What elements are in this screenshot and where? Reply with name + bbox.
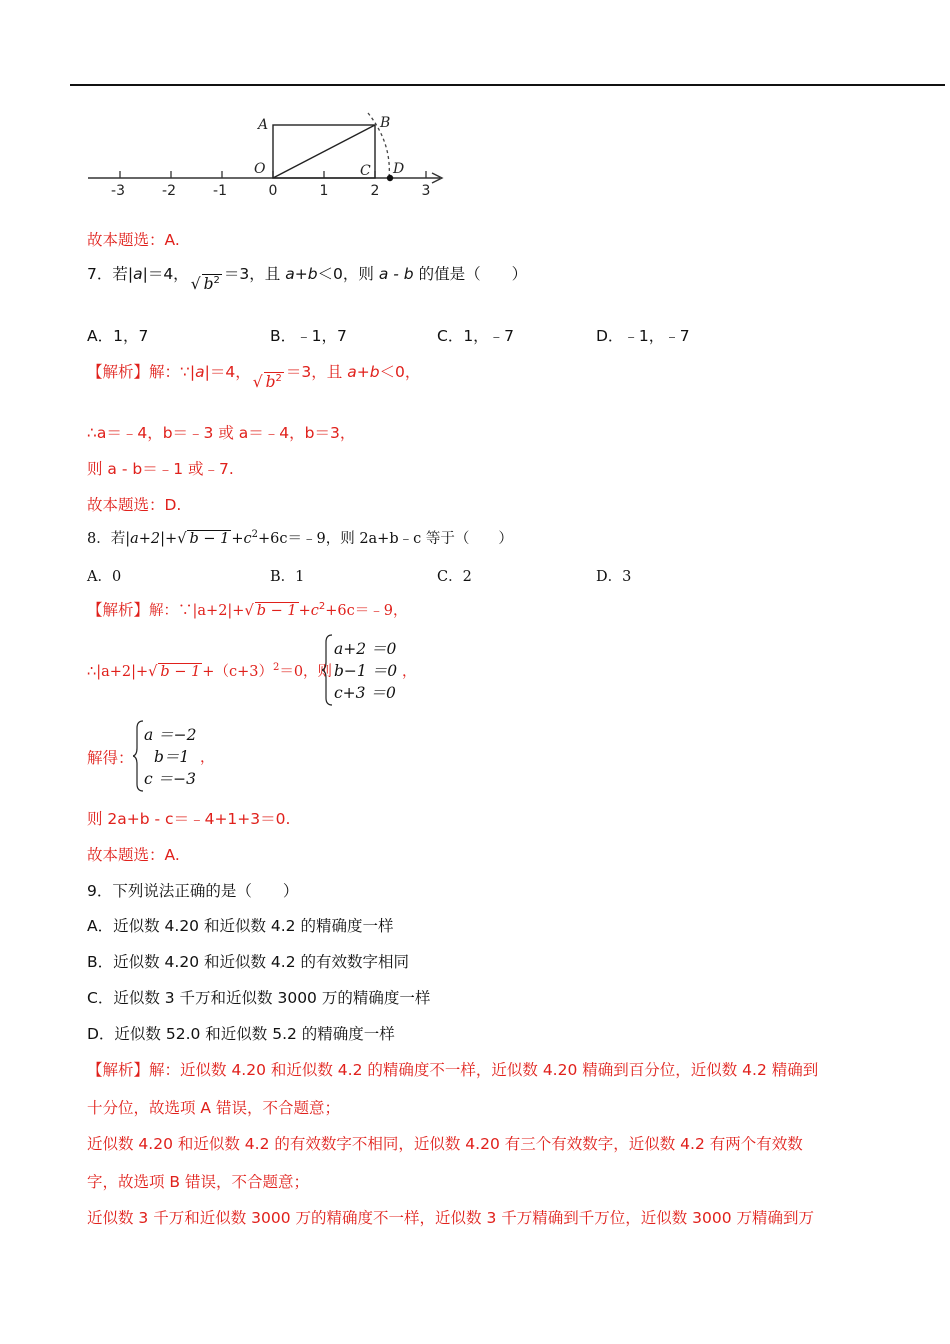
q8-solution-line2: ∴|a+2|+√ $b - 1 +(c+3)^2=0$，则 [87,662,333,680]
q8-option-a: A．0 [87,569,122,585]
q8-solution-line4: 则 2a+b - c＝﹣4+1+3＝0. [87,810,291,828]
tick-label: -1 [213,183,227,199]
q7-conclusion: 故本题选：D. [87,496,182,514]
q9-solution-line4: 字，故选项 B 错误，不合题意； [87,1173,309,1191]
sqrt-b-minus-1: √ b − 1 [244,603,297,619]
q7-solution-line2: ∴a＝﹣4，b＝﹣3 或 a＝﹣4，b＝3， [87,424,356,442]
tick-label: 3 [421,183,431,199]
system-2-eq: c ＝−3 [144,770,196,788]
q9-solution-line3: 近似数 4.20 和近似数 4.2 的有效数字不相同，近似数 4.20 有三个有效数字，近似数 4.2 有两个有效数 [87,1135,803,1153]
q9-option-a: A．近似数 4.20 和近似数 4.2 的精确度一样 [87,917,394,935]
q8-option-b: B．1 [270,569,305,585]
q8-conclusion: 故本题选：A. [87,846,180,864]
q7-option-b: B．﹣1，7 [270,327,347,345]
q7-option-a: A．1，7 [87,327,149,345]
tick-label: 0 [268,183,278,199]
q9-option-d: D．近似数 52.0 和近似数 5.2 的精确度一样 [87,1025,395,1043]
q9-stem: 9．下列说法正确的是（ ） [87,882,299,900]
sqrt-b2: √ $b^2$ [190,274,220,293]
q9-option-c: C．近似数 3 千万和近似数 3000 万的精确度一样 [87,989,431,1007]
system-2 [144,724,197,790]
system-brace-1 [322,634,334,710]
system-2-eq: b＝1 [154,748,190,766]
q7-option-d: D．﹣1，﹣7 [596,327,690,345]
q9-option-b: B．近似数 4.20 和近似数 4.2 的有效数字相同 [87,953,410,971]
tick-label: -2 [162,183,176,199]
tick-label: 1 [319,183,329,199]
tick-label: -3 [111,183,125,199]
q8-stem: 8．若|a+2|+√ $b - 1 +c^2+6c=﹣9$，则 2a+b﹣c 等于（ ） [87,529,513,547]
q7-stem: 7．若|a|＝4，√ $b^2 =3$，且 a+b＜0，则 a - b 的值是（ ） [87,265,528,293]
system-1-eq: c+3 ＝0 [334,684,396,702]
header-rule [70,84,945,86]
system-2-eq: a ＝−2 [144,726,197,744]
q8-solve-label: 解得： [87,749,134,767]
sqrt-b-minus-1: √ b − 1 [148,664,201,680]
q7-option-c: C．1，﹣7 [437,327,515,345]
sqrt-b2: √ $b^2$ [252,372,282,391]
q7-solution-line3: 则 a - b＝﹣1 或﹣7. [87,460,234,478]
q9-solution-line1: 【解析】解：近似数 4.20 和近似数 4.2 的精确度不一样，近似数 4.20 精确到百分位，近似数 4.2 精确到 [87,1061,819,1079]
label-a: A [258,117,269,133]
tick-label: 2 [370,183,380,199]
q8-solution-line1: 【解析】解：∵|a+2|+√ $b - 1 +c^2+6c=﹣9$， [87,601,408,619]
q9-solution-line5: 近似数 3 千万和近似数 3000 万的精确度不一样，近似数 3 千万精确到千万位，近似数 3000 万精确到万 [87,1209,815,1227]
q9-solution-line2: 十分位，故选项 A 错误，不合题意； [87,1099,340,1117]
system-1 [334,638,397,704]
label-d: D [393,161,405,177]
system-2-tail: ， [200,750,215,766]
q7-solution-line1: 【解析】解：∵|a|＝4，√ $b^2 =3$，且 a+b＜0， [87,363,421,391]
label-c: C [360,163,371,179]
label-o: O [254,161,266,177]
q8-option-c: C．2 [437,569,472,585]
system-1-tail: ， [402,664,417,680]
q6-conclusion: 故本题选：A. [87,231,180,249]
number-line-figure [80,105,460,205]
label-b: B [380,115,391,131]
system-1-eq: b−1 ＝0 [334,662,398,680]
system-1-eq: a+2 ＝0 [334,640,397,658]
sqrt-b-minus-1: √ b − 1 [177,531,230,547]
q8-option-d: D．3 [596,569,632,585]
